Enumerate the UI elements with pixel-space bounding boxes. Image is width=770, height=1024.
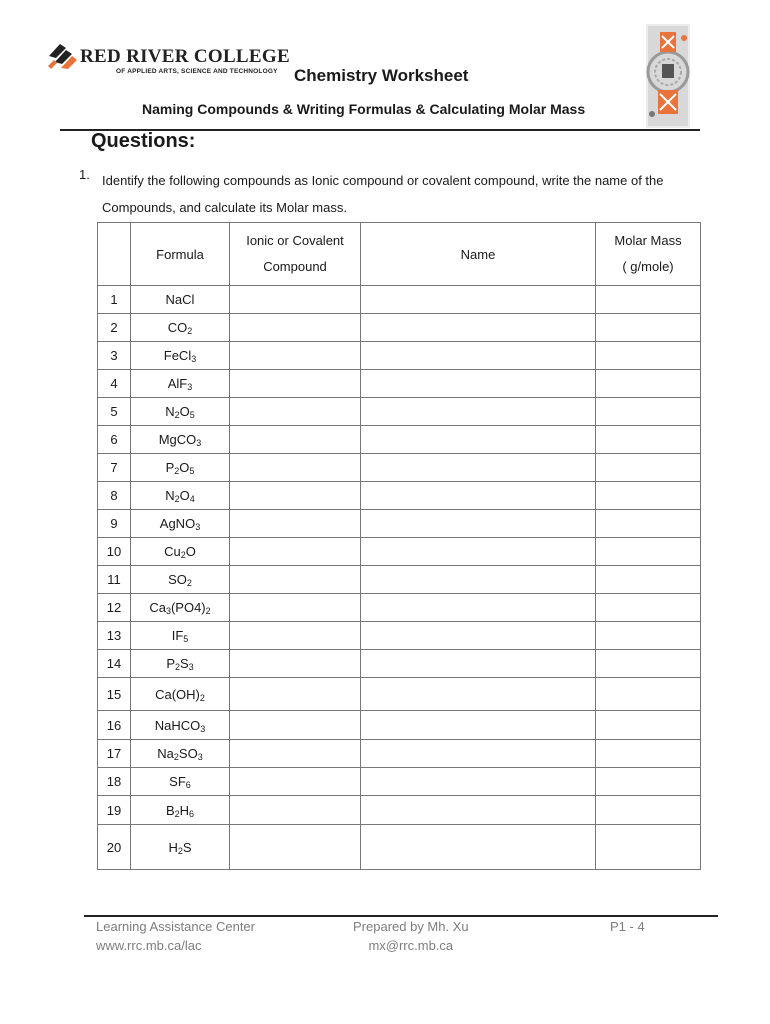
formula-part: Cu xyxy=(164,544,181,559)
row-name-cell[interactable] xyxy=(361,454,596,482)
row-formula xyxy=(131,538,230,566)
formula-part: N xyxy=(165,404,175,419)
row-molar-mass-cell[interactable] xyxy=(596,825,701,870)
row-formula xyxy=(131,398,230,426)
table-row xyxy=(98,538,701,566)
header-compound-type-line1: Ionic or Covalent xyxy=(246,233,344,248)
table-row xyxy=(98,454,701,482)
row-compound-type-cell[interactable] xyxy=(230,342,361,370)
table-row xyxy=(98,796,701,825)
formula-part: Ca(OH) xyxy=(155,686,200,702)
row-name-cell[interactable] xyxy=(361,482,596,510)
row-name-cell[interactable] xyxy=(361,594,596,622)
formula-part: MgCO xyxy=(158,432,197,447)
formula-part: H xyxy=(168,839,178,855)
footer-email-link[interactable]: mx@rrc.mb.ca xyxy=(368,938,454,953)
compounds-table xyxy=(97,222,701,870)
row-name-cell[interactable] xyxy=(361,510,596,538)
row-number: 12 xyxy=(98,594,131,622)
table-row xyxy=(98,482,701,510)
formula-part: O xyxy=(179,404,190,419)
row-molar-mass-cell[interactable] xyxy=(596,711,701,740)
formula-part: IF xyxy=(171,628,184,643)
footer-center-name: Learning Assistance Center xyxy=(96,919,255,934)
row-molar-mass-cell[interactable] xyxy=(596,566,701,594)
row-name-cell[interactable] xyxy=(361,825,596,870)
table-row xyxy=(98,342,701,370)
formula-part: 3 xyxy=(196,438,202,448)
formula-part: AlF xyxy=(167,376,188,391)
row-name-cell[interactable] xyxy=(361,398,596,426)
formula-part: 2 xyxy=(199,692,205,703)
row-formula xyxy=(131,678,230,711)
row-number: 2 xyxy=(98,314,131,342)
row-name-cell[interactable] xyxy=(361,678,596,711)
row-number: 17 xyxy=(98,740,131,768)
row-number: 5 xyxy=(98,398,131,426)
row-number: 13 xyxy=(98,622,131,650)
header-name: Name xyxy=(361,223,596,286)
row-formula xyxy=(131,314,230,342)
formula-part: 3 xyxy=(187,382,193,392)
formula-part: P xyxy=(166,656,175,671)
formula-part: 6 xyxy=(189,808,195,819)
row-number: 20 xyxy=(98,825,131,870)
header-molar-mass-line2: ( g/mole) xyxy=(622,259,674,274)
formula-part: H xyxy=(179,802,190,818)
page-number: P1 - 4 xyxy=(610,919,645,934)
row-name-cell[interactable] xyxy=(361,650,596,678)
row-formula xyxy=(131,711,230,740)
rrc-emblem-icon xyxy=(46,38,80,72)
row-compound-type-cell[interactable] xyxy=(230,314,361,342)
row-formula xyxy=(131,622,230,650)
row-formula xyxy=(131,650,230,678)
row-formula xyxy=(131,370,230,398)
formula-part: 3 xyxy=(200,723,206,734)
formula-part: 5 xyxy=(189,410,195,420)
formula-part: O xyxy=(179,460,190,475)
table-row xyxy=(98,566,701,594)
table-row xyxy=(98,650,701,678)
formula-part: 4 xyxy=(189,494,195,504)
row-compound-type-cell[interactable] xyxy=(230,510,361,538)
row-molar-mass-cell[interactable] xyxy=(596,454,701,482)
row-compound-type-cell[interactable] xyxy=(230,454,361,482)
row-compound-type-cell[interactable] xyxy=(230,286,361,314)
row-number: 19 xyxy=(98,796,131,825)
table-row xyxy=(98,622,701,650)
row-number: 6 xyxy=(98,426,131,454)
row-formula xyxy=(131,825,230,870)
formula-part: AgNO xyxy=(159,516,196,531)
row-molar-mass-cell[interactable] xyxy=(596,796,701,825)
header-compound-type-line2: Compound xyxy=(263,259,327,274)
formula-part: 3 xyxy=(195,522,201,532)
row-molar-mass-cell[interactable] xyxy=(596,594,701,622)
formula-part: 2 xyxy=(174,808,180,819)
row-name-cell[interactable] xyxy=(361,370,596,398)
table-row xyxy=(98,825,701,870)
row-name-cell[interactable] xyxy=(361,538,596,566)
formula-part: N xyxy=(165,488,175,503)
header-compound-type xyxy=(230,223,361,286)
formula-part: 2 xyxy=(174,494,180,504)
formula-part: CO xyxy=(167,320,188,335)
table-row xyxy=(98,426,701,454)
table-row xyxy=(98,678,701,711)
row-name-cell[interactable] xyxy=(361,342,596,370)
formula-part: SF xyxy=(169,774,186,789)
formula-part: Ca xyxy=(149,600,166,615)
table-row xyxy=(98,711,701,740)
row-formula xyxy=(131,796,230,825)
row-formula xyxy=(131,426,230,454)
row-formula xyxy=(131,740,230,768)
formula-part: O xyxy=(179,488,190,503)
row-compound-type-cell[interactable] xyxy=(230,650,361,678)
formula-part: O xyxy=(185,544,196,559)
formula-part: 5 xyxy=(183,634,189,644)
row-formula xyxy=(131,482,230,510)
row-molar-mass-cell[interactable] xyxy=(596,768,701,796)
row-name-cell[interactable] xyxy=(361,622,596,650)
table-row xyxy=(98,286,701,314)
row-molar-mass-cell[interactable] xyxy=(596,538,701,566)
decorative-artwork-icon xyxy=(646,24,690,128)
formula-part: 2 xyxy=(174,410,180,420)
formula-part: FeCl xyxy=(163,348,192,363)
row-number: 8 xyxy=(98,482,131,510)
row-number: 4 xyxy=(98,370,131,398)
formula-part: SO xyxy=(168,572,187,587)
row-formula xyxy=(131,510,230,538)
formula-part: P xyxy=(165,460,175,475)
formula-part: 2 xyxy=(173,752,179,762)
row-molar-mass-cell[interactable] xyxy=(596,426,701,454)
table-row xyxy=(98,510,701,538)
row-molar-mass-cell[interactable] xyxy=(596,370,701,398)
row-number: 1 xyxy=(98,286,131,314)
row-molar-mass-cell[interactable] xyxy=(596,650,701,678)
row-compound-type-cell[interactable] xyxy=(230,538,361,566)
row-number: 15 xyxy=(98,678,131,711)
page-subtitle: Naming Compounds & Writing Formulas & Calculating Molar Mass xyxy=(142,101,586,117)
formula-part: 3 xyxy=(165,606,171,616)
footer-author: Prepared by Mh. Xu xyxy=(353,919,469,934)
row-number: 11 xyxy=(98,566,131,594)
header-formula: Formula xyxy=(131,223,230,286)
formula-part: 2 xyxy=(174,662,180,672)
table-row xyxy=(98,768,701,796)
row-number: 3 xyxy=(98,342,131,370)
row-molar-mass-cell[interactable] xyxy=(596,342,701,370)
row-formula xyxy=(131,566,230,594)
question-text: Identify the following compounds as Ionic compound or covalent compound, write the name of the Compounds, and calculate its Molar mass. xyxy=(102,173,664,215)
row-name-cell[interactable] xyxy=(361,768,596,796)
row-name-cell[interactable] xyxy=(361,286,596,314)
row-compound-type-cell[interactable] xyxy=(230,825,361,870)
college-logo xyxy=(46,38,290,80)
formula-part: 2 xyxy=(180,550,186,560)
formula-part: B xyxy=(165,802,175,818)
row-compound-type-cell[interactable] xyxy=(230,740,361,768)
row-formula xyxy=(131,454,230,482)
formula-part: 2 xyxy=(177,845,183,856)
row-number: 7 xyxy=(98,454,131,482)
college-subtitle: OF APPLIED ARTS, SCIENCE AND TECHNOLOGY xyxy=(116,68,278,75)
header-molar-mass-line1: Molar Mass xyxy=(614,233,682,248)
college-name: RED RIVER COLLEGE xyxy=(80,46,290,67)
row-compound-type-cell[interactable] xyxy=(230,370,361,398)
table-row xyxy=(98,594,701,622)
table-row xyxy=(98,370,701,398)
page-title: Chemistry Worksheet xyxy=(294,66,469,85)
formula-part: 6 xyxy=(185,780,191,790)
row-name-cell[interactable] xyxy=(361,711,596,740)
row-molar-mass-cell[interactable] xyxy=(596,622,701,650)
formula-part: 5 xyxy=(189,466,195,476)
row-molar-mass-cell[interactable] xyxy=(596,740,701,768)
row-compound-type-cell[interactable] xyxy=(230,594,361,622)
row-name-cell[interactable] xyxy=(361,796,596,825)
table-row xyxy=(98,314,701,342)
header-number xyxy=(98,223,131,286)
formula-part: S xyxy=(180,656,189,671)
row-molar-mass-cell[interactable] xyxy=(596,678,701,711)
row-number: 14 xyxy=(98,650,131,678)
row-number: 16 xyxy=(98,711,131,740)
row-formula xyxy=(131,594,230,622)
formula-part: Na xyxy=(157,746,174,761)
row-formula xyxy=(131,768,230,796)
row-compound-type-cell[interactable] xyxy=(230,768,361,796)
section-heading: Questions: xyxy=(91,130,196,152)
row-compound-type-cell[interactable] xyxy=(230,678,361,711)
row-number: 18 xyxy=(98,768,131,796)
formula-part: 2 xyxy=(174,466,180,476)
formula-part: 3 xyxy=(191,354,197,364)
row-name-cell[interactable] xyxy=(361,740,596,768)
formula-part: S xyxy=(182,839,192,855)
table-header-row xyxy=(98,223,701,286)
row-molar-mass-cell[interactable] xyxy=(596,398,701,426)
table-row xyxy=(98,398,701,426)
row-compound-type-cell[interactable] xyxy=(230,426,361,454)
table-row xyxy=(98,740,701,768)
footer-left xyxy=(96,917,255,955)
formula-part: 2 xyxy=(187,326,193,336)
formula-part: NaHCO xyxy=(154,717,201,733)
row-compound-type-cell[interactable] xyxy=(230,796,361,825)
row-compound-type-cell[interactable] xyxy=(230,482,361,510)
row-name-cell[interactable] xyxy=(361,566,596,594)
row-name-cell[interactable] xyxy=(361,426,596,454)
row-molar-mass-cell[interactable] xyxy=(596,286,701,314)
formula-part: NaCl xyxy=(165,292,195,307)
row-compound-type-cell[interactable] xyxy=(230,622,361,650)
row-number: 9 xyxy=(98,510,131,538)
formula-part: 2 xyxy=(205,606,211,616)
formula-part: 2 xyxy=(186,578,192,588)
formula-part: SO xyxy=(178,746,198,761)
row-name-cell[interactable] xyxy=(361,314,596,342)
question-number: 1. xyxy=(79,167,90,182)
footer-website-link[interactable]: www.rrc.mb.ca/lac xyxy=(96,938,202,953)
row-formula xyxy=(131,342,230,370)
row-compound-type-cell[interactable] xyxy=(230,711,361,740)
formula-part: 3 xyxy=(188,662,194,672)
row-molar-mass-cell[interactable] xyxy=(596,314,701,342)
row-molar-mass-cell[interactable] xyxy=(596,482,701,510)
row-compound-type-cell[interactable] xyxy=(230,566,361,594)
row-formula xyxy=(131,286,230,314)
row-compound-type-cell[interactable] xyxy=(230,398,361,426)
formula-part: (PO4) xyxy=(170,600,206,615)
footer-middle xyxy=(353,917,469,955)
row-molar-mass-cell[interactable] xyxy=(596,510,701,538)
header-molar-mass xyxy=(596,223,701,286)
formula-part: 3 xyxy=(197,752,203,762)
row-number: 10 xyxy=(98,538,131,566)
